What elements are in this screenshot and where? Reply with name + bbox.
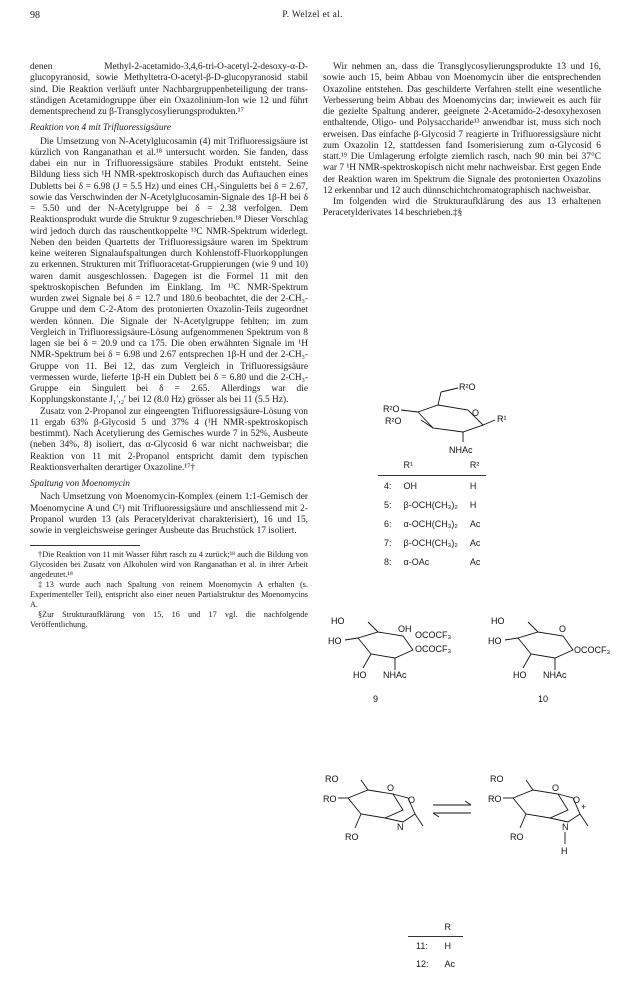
compound-number-9: 9	[373, 694, 379, 704]
paragraph-structure: Im folgenden wird die Strukturaufklärung des aus 13 erhaltenen Peracetylderivates 14 beschrieben.‡§	[323, 197, 601, 219]
label-positive-charge: +	[581, 802, 587, 812]
table-row	[378, 533, 486, 552]
label-n: N	[562, 822, 569, 832]
footnote: §Zur Strukturaufklärung von 15, 16 und 17 vgl. die nachfolgende Veröffentlichung.	[30, 610, 308, 630]
table-cell: β-OCH(CH₃)₂	[403, 499, 458, 510]
footnotes	[30, 550, 308, 630]
table-cell: 7:	[384, 537, 392, 548]
table-header: R²	[464, 455, 487, 476]
label-ho: HO	[491, 616, 505, 626]
label-ring-o: O	[552, 783, 560, 793]
structure-glucosamine	[383, 382, 507, 455]
table-cell: Ac	[444, 959, 456, 969]
table-cell: β-OCH(CH₃)₂	[403, 537, 458, 548]
label-ro: RO	[488, 794, 502, 804]
table-cell: α-OAc	[403, 556, 430, 567]
label-ro: RO	[325, 774, 339, 784]
table-header	[408, 918, 437, 937]
label-ho: HO	[331, 616, 345, 626]
label-ring-o: O	[472, 408, 480, 418]
table-cell: H	[469, 480, 477, 491]
label-ro: RO	[490, 774, 504, 784]
label-ocof3: OCOCF₃	[415, 630, 452, 640]
label-ring-o: O	[408, 795, 416, 805]
section-heading-cleavage: Spaltung von Moenomycin	[30, 479, 130, 489]
label-r2o: R²O	[383, 404, 400, 414]
label-n: N	[397, 822, 404, 832]
table-row	[378, 514, 486, 533]
paragraph-cleavage: Nach Umsetzung von Moenomycin-Komplex (einem 1:1-Gemisch der Moenomycine A und C¹) mit Trifluoressigsäure und anschliessend mit 2-Propanol wurden 13 (als Peracetylderivat charakterisiert), 16 und 15, sowie in vergleichsweise geringer Ausbeute das Bruchstück 17 isoliert.	[30, 492, 308, 536]
table-cell: Ac	[469, 537, 481, 548]
table-row	[408, 937, 463, 956]
label-ho: HO	[488, 636, 502, 646]
label-ho: HO	[513, 670, 527, 680]
left-column	[30, 62, 308, 630]
equilibrium-arrows	[433, 801, 471, 817]
table-cell: OH	[403, 480, 418, 491]
table-cell: 5:	[384, 499, 392, 510]
oxazoline-table	[408, 918, 463, 973]
table-cell: 4:	[384, 480, 392, 491]
table-row	[408, 955, 463, 973]
table-row	[378, 476, 486, 496]
label-ocof3: OCOCF₃	[574, 645, 611, 655]
label-ro: RO	[323, 794, 337, 804]
table-cell: H	[469, 499, 477, 510]
structure-9	[328, 616, 451, 704]
table-cell: Ac	[469, 518, 481, 529]
table-cell: 8:	[384, 556, 392, 567]
label-nhac: NHAc	[543, 670, 567, 680]
label-r2o: R²O	[459, 382, 476, 392]
table-cell: 11:	[416, 941, 428, 951]
footnote: ‡13 wurde auch nach Spaltung von reinem Moenomycin A erhalten (s. Experimenteller Teil), entspricht also einer neuen Partialstruktur des Moenomycins A.	[30, 580, 308, 610]
table-row	[378, 495, 486, 514]
label-h: H	[561, 846, 568, 856]
paragraph-propanol: Zusatz von 2-Propanol zur eingeengten Trifluoressigsäure-Lösung von 11 ergab 63% β-Glycosid 5 und 37% 4 (¹H NMR-spektroskopisch bestimmt). Nach Acetylierung des Gemisches wurde 7 in 52%, Ausbeute (neben 34%, 8) isoliert, das α-Glycosid 6 war nicht nachweisbar; die Reaktion von 11 mit 2-Propanol entspricht damit dem typischen Reaktionsverhalten derartiger Oxazoline.¹⁷†	[30, 406, 308, 473]
label-ho: HO	[353, 670, 367, 680]
label-r2o: R²O	[385, 416, 402, 426]
section-heading-reaction: Reaktion von 4 mit Trifluoressigsäure	[30, 123, 171, 134]
label-ocof3: OCOCF₃	[415, 644, 452, 654]
label-ring-o: O	[559, 624, 567, 634]
footnote: †Die Reaktion von 11 mit Wasser führt rasch zu 4 zurück;¹⁸ auch die Bildung von Glycosiden bei Zusatz von Alkoholen wird von Ranganathan et al. in ihrer Arbeit angedeutet.¹⁸	[30, 550, 308, 580]
label-ring-o: O	[387, 783, 395, 793]
table-header	[378, 455, 398, 476]
table-cell: α-OCH(CH₃)₂	[403, 518, 458, 529]
running-head: P. Welzel et al.	[282, 10, 343, 20]
label-ro: RO	[345, 832, 359, 842]
table-row	[378, 552, 486, 571]
footnote-rule	[30, 545, 140, 546]
right-column	[323, 62, 601, 220]
compound-number-10: 10	[538, 694, 549, 704]
paragraph-intro: denen Methyl-2-acetamido-3,4,6-tri-O-acetyl-2-desoxy-α-D-glucopyranosid, sowie Methyltetra-O-acetyl-β-D-glucopyranosid stabil sind. Die Reaktion verläuft unter Nachbargruppenbeteiligung der trans-ständigen Acetamidogruppe über ein Oxazolinium-Ion wie 12 und führt dementsprechend zu β-Transglycosylierungsprodukten.¹⁷	[30, 62, 308, 117]
page-header	[0, 10, 625, 30]
structure-oxazoline	[323, 774, 423, 842]
page-number: 98	[30, 10, 40, 21]
table-cell: 12:	[416, 959, 429, 969]
table-cell: H	[444, 941, 452, 951]
label-oh: OH	[398, 624, 412, 634]
label-ro: RO	[510, 832, 524, 842]
structure-10	[488, 616, 610, 704]
label-nhac: NHAc	[449, 445, 473, 455]
label-r1: R¹	[497, 414, 507, 424]
label-nhac: NHAc	[383, 670, 407, 680]
paragraph-reaction: Die Umsetzung von N-Acetylglucosamin (4) mit Trifluoressigsäure ist kürzlich von Ranganathan et al.¹⁸ untersucht worden. Sie fanden, dass dabei ein nur in Trifluoressigsäure stabiles Produkt entsteht. Seine Bildung liess sich ¹H NMR-spektroskopisch durch das Auftauchen eines Dubletts bei δ = 6.98 (J = 5.5 Hz) und eines CH₃-Singuletts bei δ = 2.67, sowie das Verschwinden der N-Acetylglucosamin-Signale des 1β-H bei δ = 5.50 und der N-Acetylgruppe bei δ = 2.38 verfolgen. Dem Reaktionsprodukt wurde die Struktur 9 zugeschrieben.¹⁸ Dieser Vorschlag wird jedoch durch das rauschentkoppelte ¹³C NMR-Spektrum widerlegt. Neben den beiden Quartetts der Trifluoressigsäure waren im Spektrum keine weiteren Signalaufspaltungen durch Kohlenstoff-Fluorkopplungen zu erkennen. Strukturen mit Trifluoracetat-Gruppierungen (wie 9 und 10) waren damit ausgeschlossen. Dagegen ist die Formel 11 mit den spektroskopischen Befunden im Einklang. Im ¹³C NMR-Spektrum wurden zwei Signale bei δ = 12.7 und 180.6 beobachtet, die der 2-CH₃-Gruppe und dem C-2-Atom des protonierten Oxazolin-Teils zugeordnet werden können. Die Signale der N-Acetylgruppe fehlten; im zum Vergleich in Trifluoressigsäure-Lösung aufgenommenen Spektrum von 8 lagen sie bei δ = 20.9 und ca 175. Die oben erwähnten Signale im ¹H NMR-Spektrum bei δ = 6.98 und 2.67 entsprechen 1β-H und der 2-CH₃-Gruppe von 11. Bei 12, das zum Vergleich in Trifluoressigsäure vermessen wurde, lieferte 1β-H ein Dublett bei δ = 6.80 und die 2-CH₃-Gruppe ein Singulett bei δ = 2.65. Allerdings war die Kopplungskonstante J₁′,₂′ bei 12 (8.0 Hz) grösser als bei 11 (5.5 Hz).	[30, 136, 308, 406]
structure-oxazolinium	[488, 774, 588, 856]
substituent-table	[378, 455, 486, 571]
table-cell: 6:	[384, 518, 392, 529]
paragraph-discussion: Wir nehmen an, dass die Transglycosylierungsprodukte 13 und 16, sowie auch 15, beim Abbau von Moenomycin über die entsprechenden Oxazoline entstehen. Das geschilderte Verfahren stellt eine wesentliche Verbesserung beim Abbau des Moenomycins dar; inwieweit es auch für die gezielte Spaltung anderer, geeignete 2-Acetamido-2-desoxyhexosen enthaltende, Oligo- und Polysaccharide¹³ anwendbar ist, muss sich noch erweisen. Das einfache β-Glycosid 7 reagierte in Trifluoressigsäure nicht zum Oxazolin 12, stattdessen fand Isomerisierung zum α-Glycosid 6 statt.¹⁹ Die Umlagerung erfolgte ziemlich rasch, nach 90 min bei 37°C war 7 ¹H NMR-spektroskopisch nicht mehr nachweisbar. Erst gegen Ende der Reaktion waren im Spektrum die Signale des protonierten Oxazolins 12 erkennbar und 12 auch dünnschichtchromatographisch nachweisbar.	[323, 62, 601, 196]
table-header: R¹	[398, 455, 464, 476]
table-cell: Ac	[469, 556, 481, 567]
table-header: R	[437, 918, 464, 937]
label-ho: HO	[328, 636, 342, 646]
label-ring-o: O	[573, 795, 581, 805]
